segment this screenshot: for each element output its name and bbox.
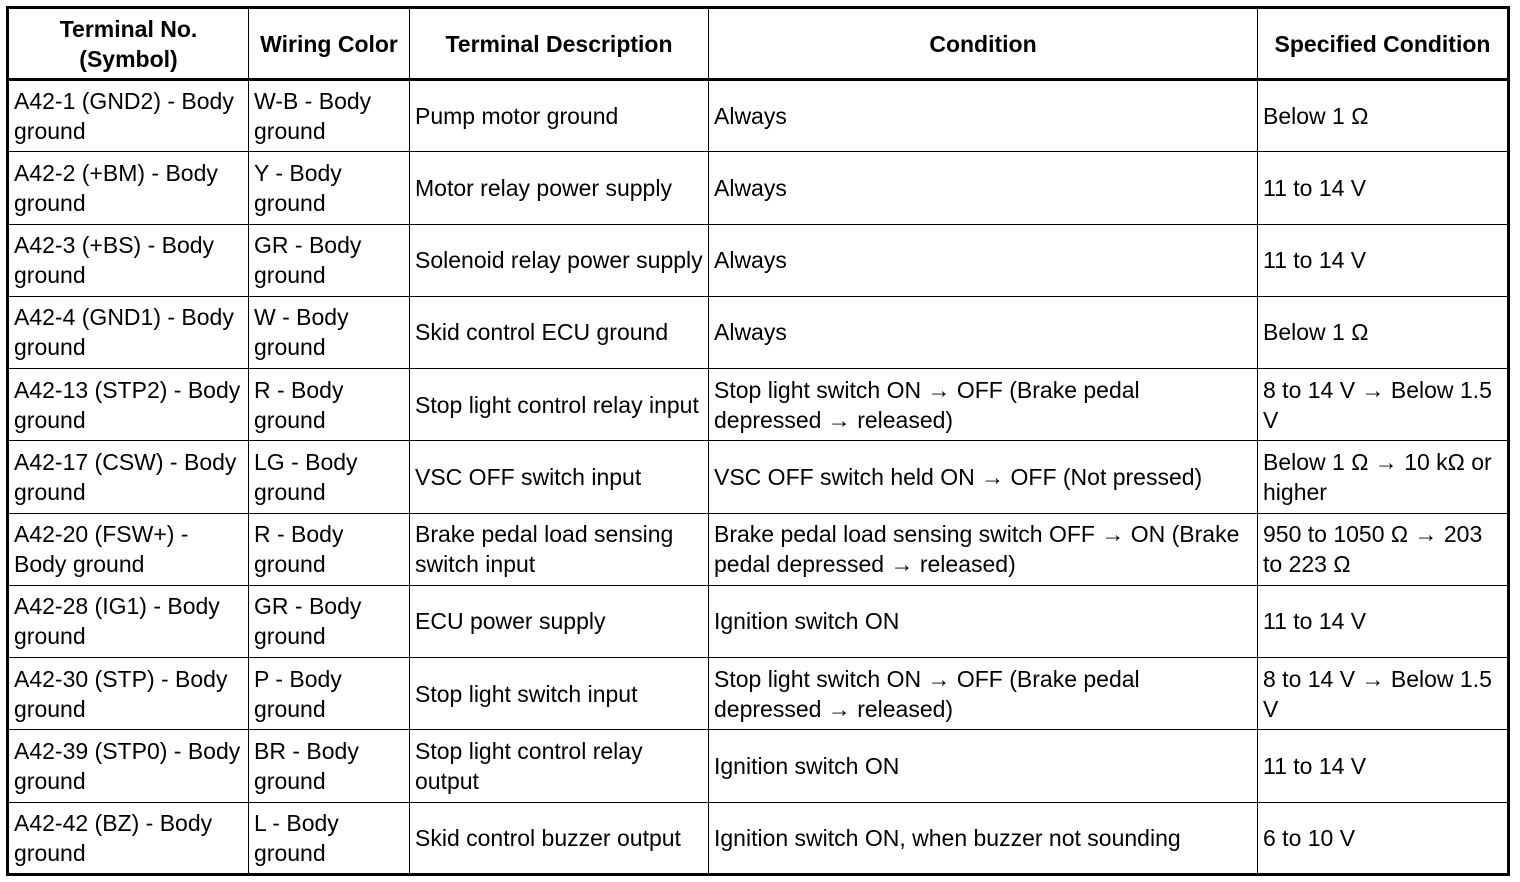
cell-condition: VSC OFF switch held ON → OFF (Not pressed) bbox=[709, 441, 1258, 513]
cell-specified: Below 1 Ω bbox=[1258, 296, 1509, 368]
cell-description: VSC OFF switch input bbox=[410, 441, 709, 513]
cell-terminal: A42-17 (CSW) - Body ground bbox=[8, 441, 249, 513]
header-condition: Condition bbox=[709, 8, 1258, 80]
table-row bbox=[8, 152, 1509, 224]
table-row bbox=[8, 441, 1509, 513]
cell-terminal: A42-2 (+BM) - Body ground bbox=[8, 152, 249, 224]
cell-condition: Ignition switch ON, when buzzer not sounding bbox=[709, 802, 1258, 874]
cell-terminal: A42-28 (IG1) - Body ground bbox=[8, 585, 249, 657]
header-terminal: Terminal No. (Symbol) bbox=[8, 8, 249, 80]
cell-description: Stop light control relay input bbox=[410, 369, 709, 441]
cell-terminal: A42-1 (GND2) - Body ground bbox=[8, 80, 249, 152]
table-row bbox=[8, 730, 1509, 802]
cell-terminal: A42-3 (+BS) - Body ground bbox=[8, 224, 249, 296]
cell-description: Skid control buzzer output bbox=[410, 802, 709, 874]
cell-wiring-color: P - Body ground bbox=[249, 658, 410, 730]
table-row bbox=[8, 658, 1509, 730]
cell-description: Solenoid relay power supply bbox=[410, 224, 709, 296]
cell-specified: 950 to 1050 Ω → 203 to 223 Ω bbox=[1258, 513, 1509, 585]
cell-wiring-color: W-B - Body ground bbox=[249, 80, 410, 152]
table-row bbox=[8, 585, 1509, 657]
cell-description: Stop light control relay output bbox=[410, 730, 709, 802]
table-row bbox=[8, 296, 1509, 368]
cell-description: Pump motor ground bbox=[410, 80, 709, 152]
cell-terminal: A42-13 (STP2) - Body ground bbox=[8, 369, 249, 441]
cell-wiring-color: W - Body ground bbox=[249, 296, 410, 368]
cell-specified: 6 to 10 V bbox=[1258, 802, 1509, 874]
table-row bbox=[8, 224, 1509, 296]
cell-condition: Ignition switch ON bbox=[709, 585, 1258, 657]
cell-description: ECU power supply bbox=[410, 585, 709, 657]
cell-specified: 11 to 14 V bbox=[1258, 585, 1509, 657]
cell-specified: 11 to 14 V bbox=[1258, 224, 1509, 296]
cell-wiring-color: GR - Body ground bbox=[249, 585, 410, 657]
table-row bbox=[8, 802, 1509, 874]
cell-wiring-color: BR - Body ground bbox=[249, 730, 410, 802]
table-row bbox=[8, 513, 1509, 585]
terminal-spec-table-container bbox=[6, 6, 1507, 876]
cell-wiring-color: R - Body ground bbox=[249, 369, 410, 441]
table-row bbox=[8, 369, 1509, 441]
cell-specified: 8 to 14 V → Below 1.5 V bbox=[1258, 658, 1509, 730]
cell-wiring-color: L - Body ground bbox=[249, 802, 410, 874]
cell-specified: Below 1 Ω → 10 kΩ or higher bbox=[1258, 441, 1509, 513]
cell-wiring-color: GR - Body ground bbox=[249, 224, 410, 296]
cell-terminal: A42-42 (BZ) - Body ground bbox=[8, 802, 249, 874]
header-description: Terminal Description bbox=[410, 8, 709, 80]
cell-condition: Ignition switch ON bbox=[709, 730, 1258, 802]
cell-terminal: A42-39 (STP0) - Body ground bbox=[8, 730, 249, 802]
table-row bbox=[8, 80, 1509, 152]
cell-condition: Always bbox=[709, 296, 1258, 368]
cell-specified: 11 to 14 V bbox=[1258, 152, 1509, 224]
cell-condition: Brake pedal load sensing switch OFF → ON (Brake pedal depressed → released) bbox=[709, 513, 1258, 585]
cell-specified: 11 to 14 V bbox=[1258, 730, 1509, 802]
cell-wiring-color: R - Body ground bbox=[249, 513, 410, 585]
cell-condition: Always bbox=[709, 224, 1258, 296]
table-header-row bbox=[8, 8, 1509, 80]
cell-specified: Below 1 Ω bbox=[1258, 80, 1509, 152]
header-specified-condition: Specified Condition bbox=[1258, 8, 1509, 80]
cell-wiring-color: LG - Body ground bbox=[249, 441, 410, 513]
cell-specified: 8 to 14 V → Below 1.5 V bbox=[1258, 369, 1509, 441]
cell-description: Stop light switch input bbox=[410, 658, 709, 730]
cell-condition: Stop light switch ON → OFF (Brake pedal depressed → released) bbox=[709, 369, 1258, 441]
cell-terminal: A42-4 (GND1) - Body ground bbox=[8, 296, 249, 368]
cell-wiring-color: Y - Body ground bbox=[249, 152, 410, 224]
cell-condition: Always bbox=[709, 152, 1258, 224]
cell-condition: Always bbox=[709, 80, 1258, 152]
cell-description: Brake pedal load sensing switch input bbox=[410, 513, 709, 585]
cell-terminal: A42-20 (FSW+) - Body ground bbox=[8, 513, 249, 585]
terminal-spec-table bbox=[6, 6, 1510, 876]
cell-terminal: A42-30 (STP) - Body ground bbox=[8, 658, 249, 730]
header-wiring-color: Wiring Color bbox=[249, 8, 410, 80]
cell-description: Skid control ECU ground bbox=[410, 296, 709, 368]
cell-condition: Stop light switch ON → OFF (Brake pedal depressed → released) bbox=[709, 658, 1258, 730]
cell-description: Motor relay power supply bbox=[410, 152, 709, 224]
